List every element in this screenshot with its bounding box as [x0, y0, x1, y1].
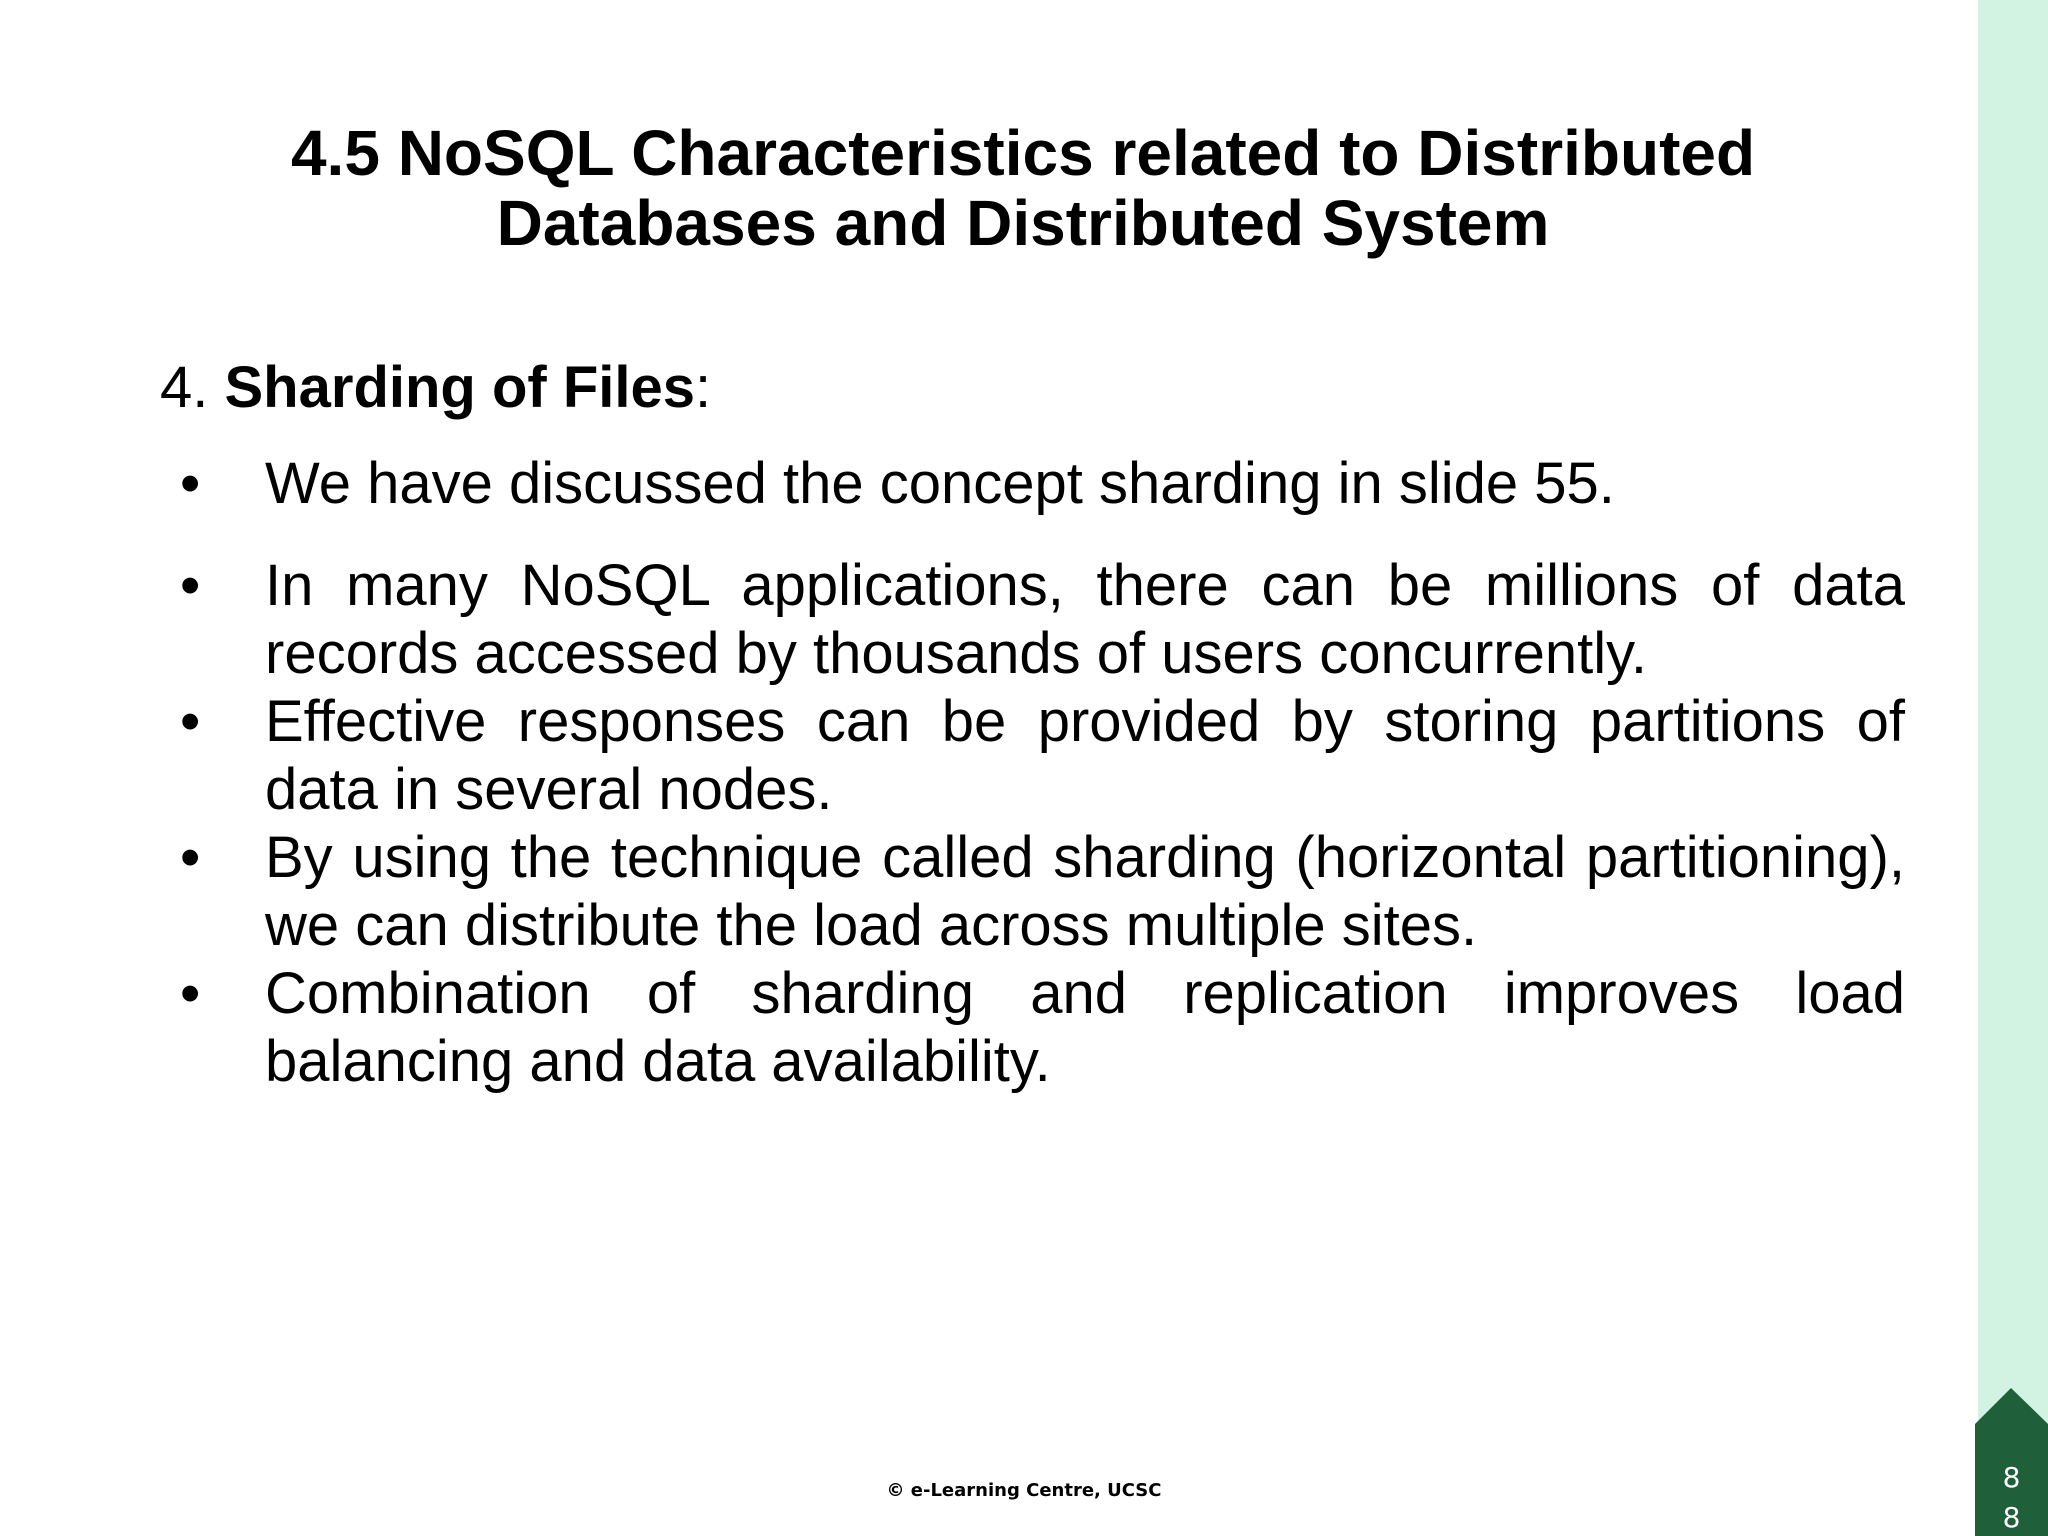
bullet-text: We have discussed the concept sharding in slide 55. — [265, 451, 1615, 516]
page-number-tab — [1975, 1388, 2048, 1536]
title-line-1: 4.5 NoSQL Characteristics related to Distributed — [290, 117, 1756, 189]
list-item — [180, 824, 1905, 960]
bullet-text: By using the technique called sharding (horizontal partitioning), we can distribute the load across multiple sites. — [265, 825, 1905, 958]
section-number: 4. — [160, 355, 209, 420]
section-heading — [160, 350, 711, 426]
bullet-text: Effective responses can be provided by storing partitions of data in several nodes. — [265, 689, 1905, 822]
list-item — [180, 960, 1905, 1096]
slide-title — [150, 118, 1896, 258]
section-colon: : — [695, 355, 712, 420]
bullet-icon: • — [180, 961, 201, 1026]
title-line-2: Databases and Distributed System — [496, 187, 1550, 259]
bullet-icon: • — [180, 451, 201, 516]
list-item — [180, 688, 1905, 824]
list-item — [180, 552, 1905, 688]
side-band — [1978, 0, 2048, 1536]
bullet-list — [180, 450, 1905, 1096]
bullet-icon: • — [180, 825, 201, 890]
section-title: Sharding of Files — [224, 355, 695, 420]
page-number-digit-1: 8 — [2002, 1461, 2021, 1494]
bullet-icon: • — [180, 553, 201, 618]
footer-copyright: © e-Learning Centre, UCSC — [886, 1480, 1162, 1501]
list-item — [180, 450, 1905, 518]
bullet-text: In many NoSQL applications, there can be millions of data records accessed by thousands of users concurrently. — [265, 553, 1905, 686]
bullet-text: Combination of sharding and replication improves load balancing and data availability. — [265, 961, 1905, 1094]
page-number-digit-2: 8 — [2002, 1501, 2021, 1534]
bullet-icon: • — [180, 689, 201, 754]
